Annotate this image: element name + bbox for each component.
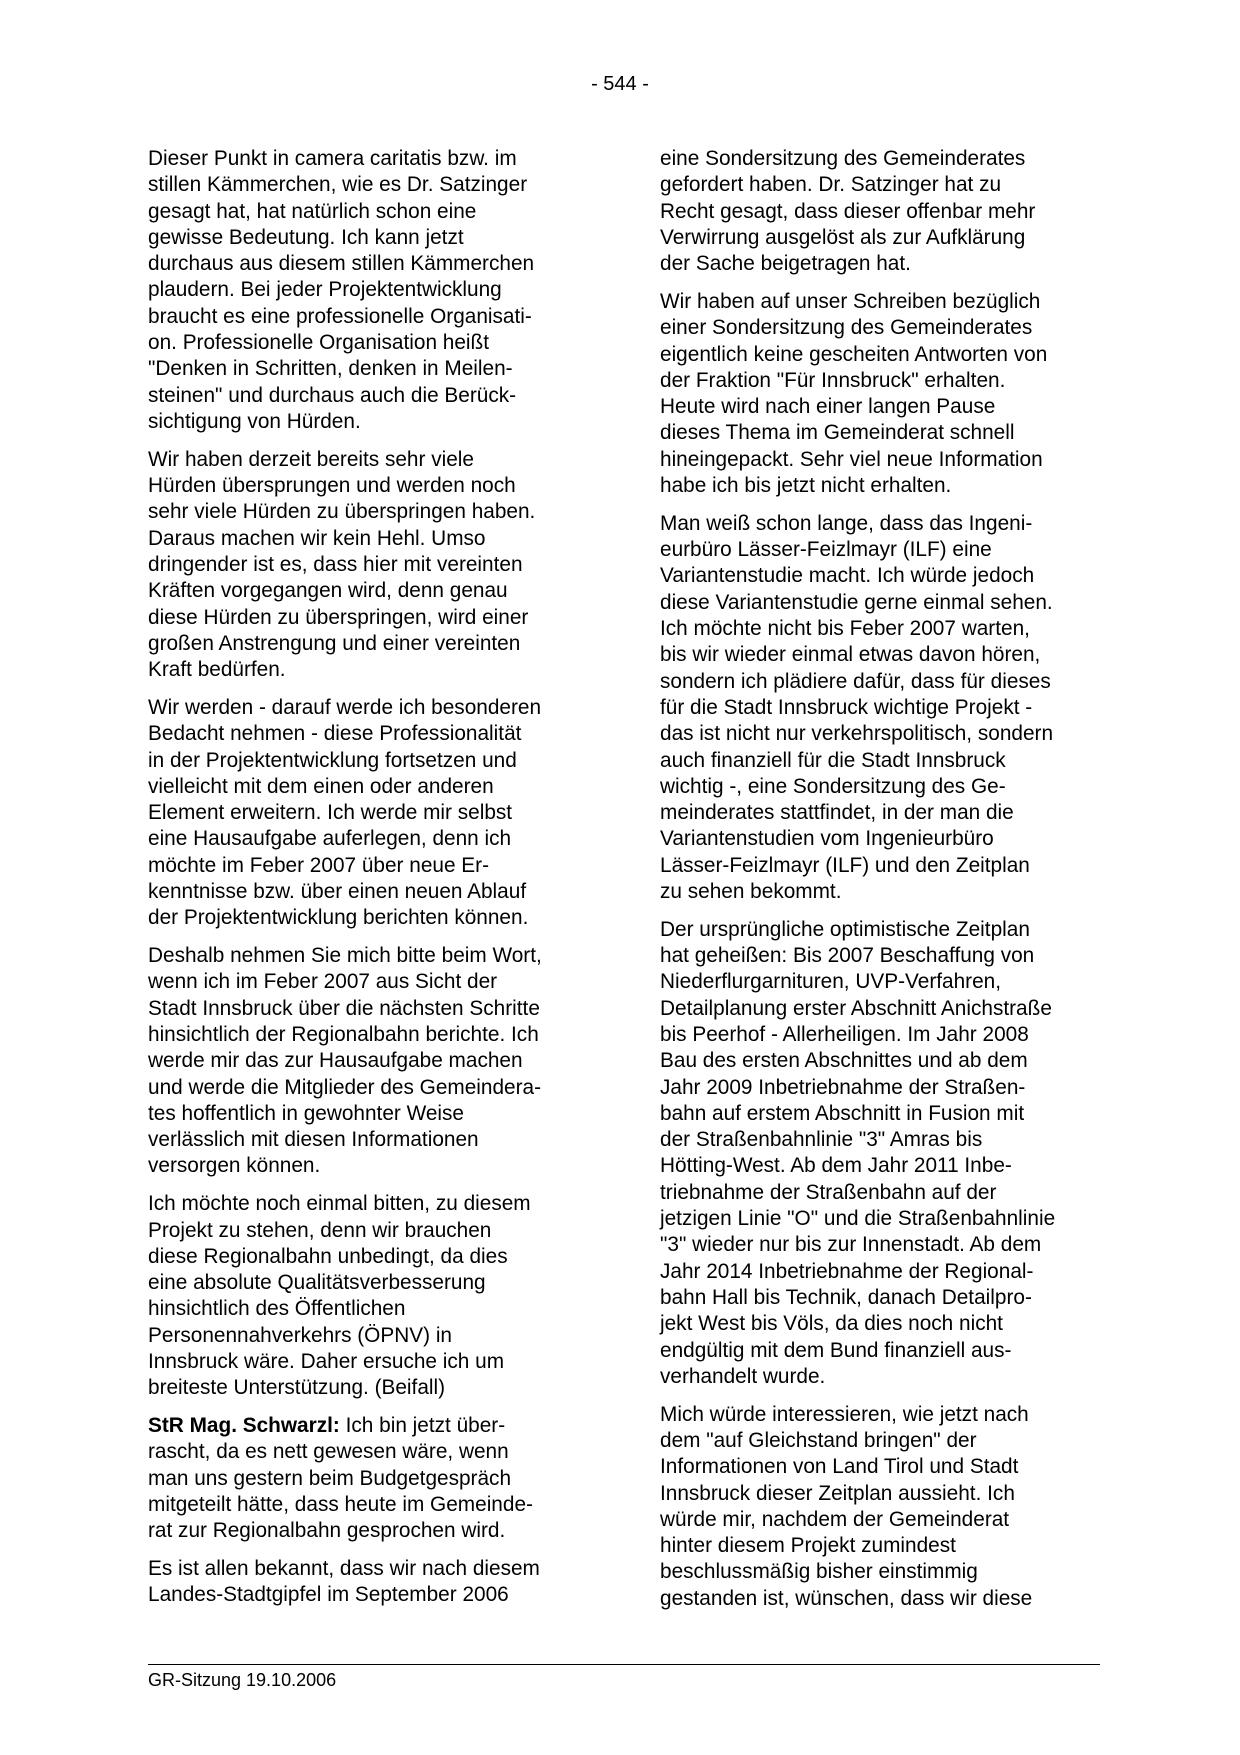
text-line: Wir haben auf unser Schreiben bezüglich <box>660 289 1041 313</box>
text-line: versorgen können. <box>148 1154 321 1178</box>
paragraph <box>660 146 1110 277</box>
text-line: bis Peerhof - Allerheiligen. Im Jahr 2008 <box>660 1023 1029 1046</box>
text-line: auch finanziell für die Stadt Innsbruck <box>660 748 1006 772</box>
text-line: man uns gestern beim Budgetgespräch <box>148 1466 512 1490</box>
right-column <box>660 146 1110 1624</box>
text-line: Bedacht nehmen - diese Professionalität <box>148 722 522 746</box>
text-line: eine Hausaufgabe auferlegen, denn ich <box>148 827 512 851</box>
text-line: Detailplanung erster Abschnitt Anichstraße <box>660 996 1052 1020</box>
text-line: der Straßenbahnlinie "3" Amras bis <box>660 1128 983 1152</box>
left-column <box>148 146 598 1620</box>
paragraph <box>660 917 1110 1390</box>
text-line: kenntnisse bzw. über einen neuen Ablauf <box>148 880 527 904</box>
text-line: plaudern. Bei jeder Projektentwicklung <box>148 278 502 302</box>
paragraph <box>148 1413 598 1544</box>
text-line: Mich würde interessieren, wie jetzt nach <box>660 1402 1029 1426</box>
text-line: stillen Kämmerchen, wie es Dr. Satzinger <box>148 173 528 197</box>
text-line: tes hoffentlich in gewohnter Weise <box>148 1101 464 1125</box>
text-line: der Sache beigetragen hat. <box>660 252 911 276</box>
text-line <box>148 1413 598 1439</box>
speaker-name: StR Mag. Schwarzl: <box>148 1414 340 1438</box>
text-line: sichtigung von Hürden. <box>148 409 361 433</box>
text-line: eigentlich keine gescheiten Antworten von <box>660 342 1048 366</box>
text-line: Dieser Punkt in camera caritatis bzw. im <box>148 147 517 170</box>
text-line: Der ursprüngliche optimistische Zeitplan <box>660 917 1030 941</box>
text-line: Wir haben derzeit bereits sehr viele <box>148 447 474 471</box>
text-line: hat geheißen: Bis 2007 Beschaffung von <box>660 944 1035 968</box>
text-line: in der Projektentwicklung fortsetzen und <box>148 748 517 772</box>
text-line: "Denken in Schritten, denken in Meilen- <box>148 357 513 381</box>
paragraph <box>660 511 1110 905</box>
paragraph <box>148 1556 598 1609</box>
text-line: großen Anstrengung und einer vereinten <box>148 631 521 655</box>
text-line: verlässlich mit diesen Informationen <box>148 1128 479 1152</box>
text-line: bis wir wieder einmal etwas davon hören, <box>660 643 1041 667</box>
text-line: diese Regionalbahn unbedingt, da dies <box>148 1244 508 1268</box>
text-line: Recht gesagt, dass dieser offenbar mehr <box>660 199 1036 223</box>
page-number: - 544 - <box>591 73 649 95</box>
text-line: Projekt zu stehen, denn wir brauchen <box>148 1218 492 1242</box>
text-line: diese Hürden zu überspringen, wird einer <box>148 605 529 629</box>
text-line: verhandelt wurde. <box>660 1364 826 1388</box>
text-line: Deshalb nehmen Sie mich bitte beim Wort, <box>148 944 542 968</box>
text-line: diese Variantenstudie gerne einmal sehen. <box>660 590 1053 614</box>
text-line: werde mir das zur Hausaufgabe machen <box>148 1049 523 1073</box>
paragraph <box>148 146 598 435</box>
text-line: Ich möchte nicht bis Feber 2007 warten, <box>660 617 1030 641</box>
text-line: Man weiß schon lange, dass das Ingeni- <box>660 511 1033 535</box>
text-line: breiteste Unterstützung. (Beifall) <box>148 1376 446 1400</box>
text-line: gesagt hat, hat natürlich schon eine <box>148 199 477 223</box>
text-line: Hötting-West. Ab dem Jahr 2011 Inbe- <box>660 1154 1012 1178</box>
text-line: habe ich bis jetzt nicht erhalten. <box>660 474 952 498</box>
text-line: hinsichtlich des Öffentlichen <box>148 1297 406 1321</box>
text-line: Innsbruck dieser Zeitplan aussieht. Ich <box>660 1481 1015 1505</box>
text-line: gestanden ist, wünschen, dass wir diese <box>660 1586 1033 1610</box>
text-line: Daraus machen wir kein Hehl. Umso <box>148 526 486 550</box>
text-line: das ist nicht nur verkehrspolitisch, sondern <box>660 722 1054 746</box>
text-line: dem "auf Gleichstand bringen" der <box>660 1428 977 1452</box>
text-line: möchte im Feber 2007 über neue Er- <box>148 853 490 877</box>
text-line: Bau des ersten Abschnittes und ab dem <box>660 1049 1028 1073</box>
text-line: zu sehen bekommt. <box>660 880 842 904</box>
text-line: Hürden übersprungen und werden noch <box>148 474 516 498</box>
text-line: Kraft bedürfen. <box>148 658 286 682</box>
text-line: Heute wird nach einer langen Pause <box>660 395 996 419</box>
text-line: rascht, da es nett gewesen wäre, wenn <box>148 1440 509 1464</box>
text-line: on. Professionelle Organisation heißt <box>148 331 490 355</box>
text-line: gewisse Bedeutung. Ich kann jetzt <box>148 225 464 249</box>
text-line: Ich möchte noch einmal bitten, zu diesem <box>148 1192 531 1216</box>
text-line: Variantenstudie macht. Ich würde jedoch <box>660 564 1035 588</box>
text-line: bahn Hall bis Technik, danach Detailpro- <box>660 1285 1032 1309</box>
text-line: Es ist allen bekannt, dass wir nach diesem <box>148 1557 540 1581</box>
text-line: eine Sondersitzung des Gemeinderates <box>660 147 1026 170</box>
text-line: durchaus aus diesem stillen Kämmerchen <box>148 252 535 276</box>
text-line: Kräften vorgegangen wird, denn genau <box>148 579 508 603</box>
text-line: Element erweitern. Ich werde mir selbst <box>148 801 513 825</box>
text-line: jetzigen Linie "O" und die Straßenbahnlinie <box>660 1207 1056 1231</box>
text-line: Jahr 2009 Inbetriebnahme der Straßen- <box>660 1075 1026 1099</box>
text-line: Wir werden - darauf werde ich besonderen <box>148 695 542 719</box>
text-line: "3" wieder nur bis zur Innenstadt. Ab dem <box>660 1233 1042 1257</box>
text-line: vielleicht mit dem einen oder anderen <box>148 774 494 798</box>
text-line: dieses Thema im Gemeinderat schnell <box>660 421 1015 445</box>
text-line: Verwirrung ausgelöst als zur Aufklärung <box>660 225 1026 249</box>
text-line: Niederflurgarnituren, UVP-Verfahren, <box>660 970 1002 994</box>
speech-text: Ich bin jetzt über- <box>345 1414 506 1438</box>
text-line: Lässer-Feizlmayr (ILF) und den Zeitplan <box>660 853 1030 877</box>
text-line: einer Sondersitzung des Gemeinderates <box>660 316 1033 340</box>
text-line: Informationen von Land Tirol und Stadt <box>660 1455 1019 1479</box>
footer-session-date: GR-Sitzung 19.10.2006 <box>148 1670 337 1690</box>
paragraph <box>660 1402 1110 1612</box>
text-line: rat zur Regionalbahn gesprochen wird. <box>148 1519 506 1543</box>
text-line: der Projektentwicklung berichten können. <box>148 906 529 930</box>
text-line: dringender ist es, dass hier mit vereinten <box>148 552 523 576</box>
text-line: hineingepackt. Sehr viel neue Information <box>660 447 1043 471</box>
text-line: sehr viele Hürden zu überspringen haben. <box>148 500 536 524</box>
text-line: Variantenstudien vom Ingenieurbüro <box>660 827 994 851</box>
text-line: Stadt Innsbruck über die nächsten Schritte <box>148 996 540 1020</box>
text-line: und werde die Mitglieder des Gemeindera- <box>148 1075 542 1099</box>
text-line: würde mir, nachdem der Gemeinderat <box>660 1507 1010 1531</box>
text-line: hinter diesem Projekt zumindest <box>660 1534 956 1558</box>
text-line: meinderates stattfindet, in der man die <box>660 801 1014 825</box>
text-line: mitgeteilt hätte, dass heute im Gemeinde- <box>148 1493 533 1517</box>
text-line: eurbüro Lässer-Feizlmayr (ILF) eine <box>660 538 992 562</box>
text-line: steinen" und durchaus auch die Berück- <box>148 383 517 407</box>
text-line: gefordert haben. Dr. Satzinger hat zu <box>660 173 1002 197</box>
text-line: der Fraktion "Für Innsbruck" erhalten. <box>660 368 1006 392</box>
text-line: für die Stadt Innsbruck wichtige Projekt - <box>660 695 1033 719</box>
text-line: wichtig -, eine Sondersitzung des Ge- <box>660 774 1006 798</box>
paragraph <box>148 695 598 932</box>
text-line: hinsichtlich der Regionalbahn berichte. Ich <box>148 1023 539 1046</box>
text-line: sondern ich plädiere dafür, dass für dieses <box>660 669 1051 693</box>
text-line: Jahr 2014 Inbetriebnahme der Regional- <box>660 1259 1034 1283</box>
paragraph <box>660 289 1110 499</box>
text-line: triebnahme der Straßenbahn auf der <box>660 1180 997 1204</box>
paragraph <box>148 1191 598 1401</box>
text-line: eine absolute Qualitätsverbesserung <box>148 1271 486 1295</box>
paragraph <box>148 447 598 684</box>
text-line: Innsbruck wäre. Daher ersuche ich um <box>148 1350 505 1374</box>
text-line: beschlussmäßig bisher einstimmig <box>660 1560 978 1584</box>
text-line: braucht es eine professionelle Organisati- <box>148 304 532 328</box>
footer-divider <box>148 1664 1100 1665</box>
text-line: wenn ich im Feber 2007 aus Sicht der <box>148 970 498 994</box>
text-line: bahn auf erstem Abschnitt in Fusion mit <box>660 1101 1025 1125</box>
text-line: Landes-Stadtgipfel im September 2006 <box>148 1583 509 1607</box>
paragraph <box>148 943 598 1180</box>
text-line: Personennahverkehrs (ÖPNV) in <box>148 1323 453 1347</box>
text-line: jekt West bis Völs, da dies noch nicht <box>660 1312 1003 1336</box>
text-line: endgültig mit dem Bund finanziell aus- <box>660 1338 1012 1362</box>
